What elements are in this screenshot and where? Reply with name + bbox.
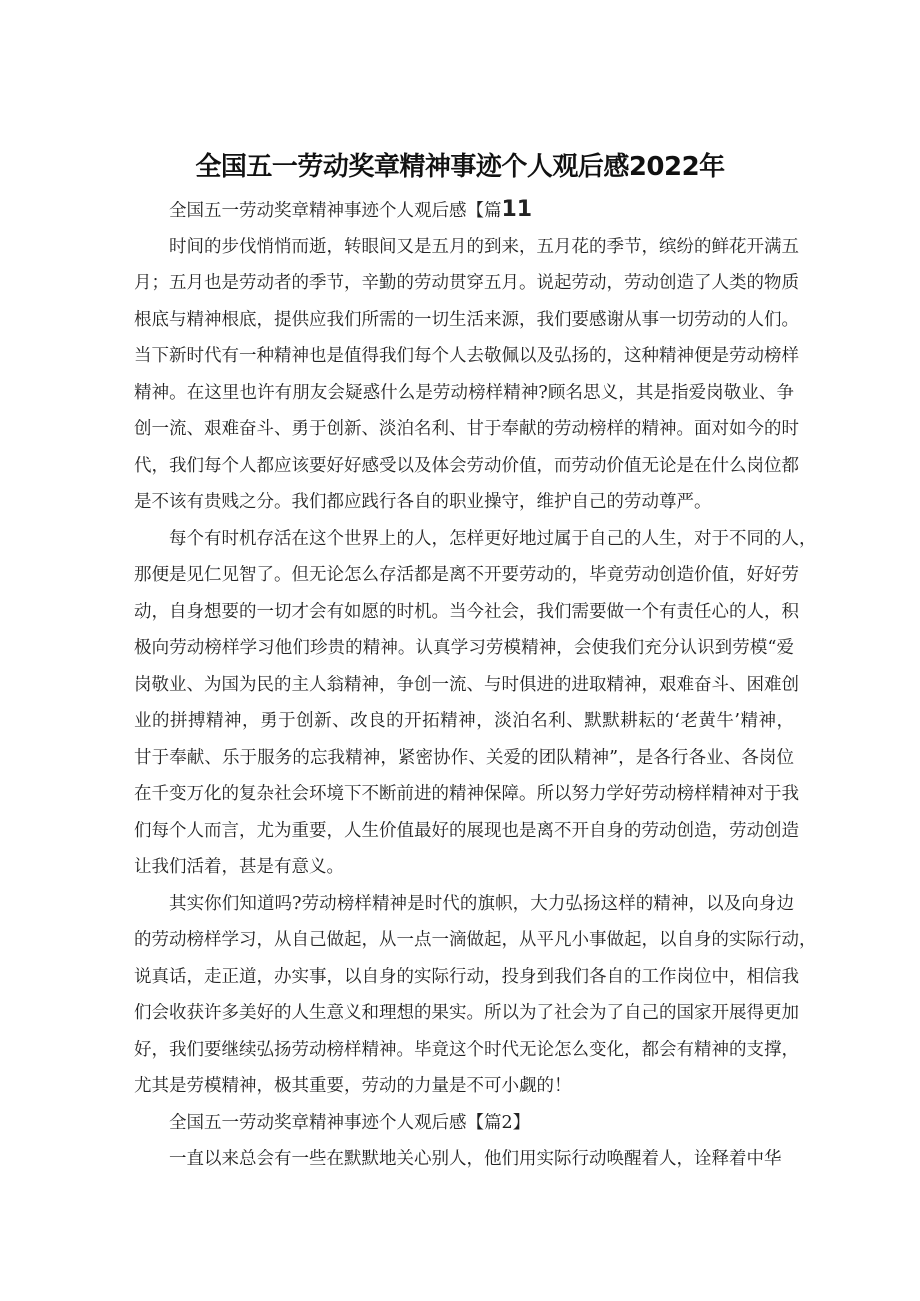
paragraph-line: 根底与精神根底，提供应我们所需的一切生活来源，我们要感谢从事一切劳动的人们。: [134, 309, 799, 330]
paragraph-line: 是不该有贵贱之分。我们都应践行各自的职业操守，维护自己的劳动尊严。: [134, 492, 712, 512]
paragraph-3: [134, 886, 817, 1105]
section-heading-1: [134, 192, 794, 229]
paragraph-line: 的劳动榜样学习，从自己做起，从一点一滴做起，从平凡小事做起，以自身的实际行动，: [134, 930, 817, 950]
paragraph-line: 好，我们要继续弘扬劳动榜样精神。毕竟这个时代无论怎么变化，都会有精神的支撑，: [134, 1039, 799, 1060]
paragraph-line: 说真话，走正道，办实事，以自身的实际行动，投身到我们各自的工作岗位中，相信我: [134, 966, 799, 987]
paragraph-line: 岗敬业、为国为民的主人翁精神，争创一流、与时俱进的进取精神，艰难奋斗、困难创: [134, 674, 799, 695]
paragraph-line: 们会收获许多美好的人生意义和理想的果实。所以为了社会为了自己的国家开展得更加: [134, 1003, 799, 1023]
paragraph-line: 月；五月也是劳动者的季节，辛勤的劳动贯穿五月。说起劳动，劳动创造了人类的物质: [134, 273, 799, 293]
paragraph-2: [134, 521, 817, 886]
paragraph-line: 那便是见仁见智了。但无论怎么存活都是离不开要劳动的，毕竟劳动创造价值，好好劳: [134, 565, 799, 585]
paragraph-line: 甘于奉献、乐于服务的忘我精神，紧密协作、关爱的团队精神”，是各行各业、各岗位: [134, 747, 794, 768]
paragraph-line: 当下新时代有一种精神也是值得我们每个人去敬佩以及弘扬的，这种精神便是劳动榜样: [134, 346, 799, 366]
paragraph-line: 每个有时机存活在这个世界上的人，怎样更好地过属于自己的人生，对于不同的人，: [169, 528, 817, 549]
document-title: 全国五一劳动奖章精神事迹个人观后感2022年: [195, 152, 725, 182]
paragraph-line: 尤其是劳模精神，极其重要，劳动的力量是不可小觑的！: [134, 1076, 572, 1096]
document-body: [134, 192, 817, 1178]
paragraph-line: 精神。在这里也许有朋友会疑惑什么是劳动榜样精神?顾名思义，其是指爱岗敬业、争: [134, 382, 794, 403]
paragraph-line: 创一流、艰难奋斗、勇于创新、淡泊名利、甘于奉献的劳动榜样的精神。面对如今的时: [134, 419, 799, 439]
paragraph-line: 代，我们每个人都应该要好好感受以及体会劳动价值，而劳动价值无论是在什么岗位都: [134, 455, 799, 476]
paragraph-line: 动，自身想要的一切才会有如愿的时机。当今社会，我们需要做一个有责任心的人，积: [134, 601, 799, 622]
paragraph-line: 业的拼搏精神，勇于创新、改良的开拓精神，淡泊名利、默默耕耘的‘老黄牛’精神，: [134, 711, 794, 731]
paragraph-1: [134, 229, 799, 521]
paragraph-line: 时间的步伐悄悄而逝，转眼间又是五月的到来，五月花的季节，缤纷的鲜花开满五: [169, 236, 799, 257]
paragraph-line: 们每个人而言，尤为重要，人生价值最好的展现也是离不开自身的劳动创造，劳动创造: [134, 820, 799, 841]
paragraph-line: 极向劳动榜样学习他们珍贵的精神。认真学习劳模精神，会使我们充分认识到劳模“爱: [134, 638, 794, 658]
paragraph-4: [134, 1141, 794, 1178]
paragraph-line: 让我们活着，甚是有意义。: [134, 857, 344, 877]
section-heading-1-text: 全国五一劳动奖章精神事迹个人观后感【篇: [169, 201, 502, 221]
paragraph-line: 在千变万化的复杂社会环境下不断前进的精神保障。所以努力学好劳动榜样精神对于我: [134, 784, 799, 804]
paragraph-line: 其实你们知道吗?劳动榜样精神是时代的旗帜，大力弘扬这样的精神，以及向身边: [169, 893, 794, 914]
section-heading-2: 全国五一劳动奖章精神事迹个人观后感【篇2】: [169, 1112, 531, 1133]
paragraph-line: 一直以来总会有一些在默默地关心别人，他们用实际行动唤醒着人，诠释着中华: [169, 1149, 782, 1169]
section-heading-1-number: 11: [501, 197, 533, 222]
